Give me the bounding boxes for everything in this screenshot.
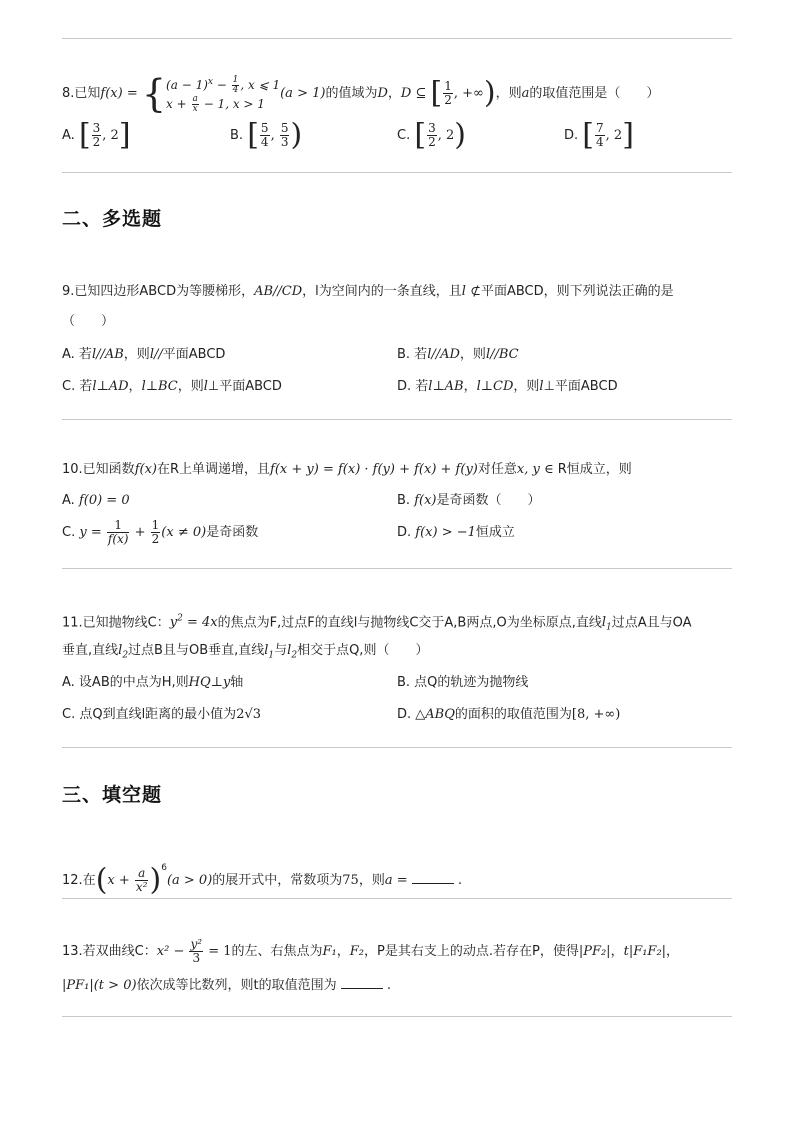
q13-stem-line1: 13.若双曲线C：x² − $\frac{\text{y²}}{3}$ = 1的左、右焦点为F₁，F₂，P是其右支上的动点.若存在P，使得|PF₂|，t|F₁F₂|， xyxy=(62,937,680,965)
q9-stem-line1: 9.已知四边形ABCD为等腰梯形，AB//CD，l为空间内的一条直线，且l ⊄平面ABCD，则下列说法正确的是 xyxy=(62,284,674,299)
q9-option-C[interactable]: C. 若l⊥AD，l⊥BC，则l⊥平面ABCD xyxy=(62,379,282,394)
q10-stem: 10.已知函数f(x)在R上单调递增，且f(x + y) = f(x) · f(y) + f(x) + f(y)对任意x, y ∈ R恒成立，则 xyxy=(62,462,632,477)
divider-q9 xyxy=(62,419,732,420)
q8-option-C[interactable]: C. [ $\frac{3}{2}$ , 2) xyxy=(397,117,466,153)
section-heading-fill-in: 三、填空题 xyxy=(62,784,163,806)
q12-stem: 12.在(x + $\frac{a}{\text{x²}}$ )$^6$(a > 0)的展开式中，常数项为75，则a = . xyxy=(62,862,463,898)
q8-mid: 的值域为 xyxy=(325,86,378,101)
q8-D: D xyxy=(377,86,388,101)
q8-comma: ， xyxy=(387,86,401,101)
q11-stem-line1: 11.已知抛物线C：$y^2 = 4x$的焦点为F,过点F的直线l与抛物线C交于A,B两点,O为坐标原点,直线$l_1$过点A且与OA xyxy=(62,614,692,633)
q8-interval-right: ) xyxy=(483,75,496,111)
top-rule xyxy=(62,38,732,39)
q8-stem xyxy=(62,72,659,116)
q8-case2: x + $\frac{a}{x}$ − 1, x > 1 xyxy=(166,93,265,114)
q10-option-C[interactable]: C. y = $\frac{1}{f(x)}$ + $\frac{1}{2}$ (x ≠ 0)是奇函数 xyxy=(62,518,259,546)
q8-cond: (a > 1) xyxy=(280,86,326,101)
q9-stem-line2: （ ） xyxy=(62,314,115,329)
q8-tail2: 的取值范围是（ ） xyxy=(529,86,660,101)
q10-option-A[interactable]: A. f(0) = 0 xyxy=(62,493,130,508)
q13-answer-blank[interactable] xyxy=(341,976,383,989)
q8-fx: f(x) = xyxy=(100,86,138,101)
q8-interval-tail: , +∞ xyxy=(453,86,484,101)
q9-option-B[interactable]: B. 若l//AD，则l//BC xyxy=(397,347,519,362)
q8-brace: { xyxy=(141,71,167,116)
q8-tail: ，则 xyxy=(495,86,522,101)
q8-cases xyxy=(166,74,280,114)
q8-D-subset: D ⊆ xyxy=(400,86,427,101)
q10-option-D[interactable]: D. f(x) > −1恒成立 xyxy=(397,525,515,540)
q10-option-B[interactable]: B. f(x)是奇函数（ ） xyxy=(397,493,541,508)
divider-q10 xyxy=(62,568,732,569)
divider-q12 xyxy=(62,898,732,899)
q13-stem-line2: |PF₁|(t > 0)依次成等比数列，则t的取值范围为 . xyxy=(62,978,392,993)
q8-interval-frac: $\frac{1}{2}$ xyxy=(444,79,452,107)
q11-option-A[interactable]: A. 设AB的中点为H,则HQ⊥y轴 xyxy=(62,675,244,690)
q11-option-B[interactable]: B. 点Q的轨迹为抛物线 xyxy=(397,675,529,690)
q8-option-D[interactable]: D. [ $\frac{7}{4}$ , 2] xyxy=(564,117,634,153)
q9-option-A[interactable]: A. 若l//AB，则l//平面ABCD xyxy=(62,347,226,362)
q9-option-D[interactable]: D. 若l⊥AB，l⊥CD，则l⊥平面ABCD xyxy=(397,379,618,394)
q8-prefix: 8.已知 xyxy=(62,86,101,101)
q12-answer-blank[interactable] xyxy=(412,871,454,884)
divider-q13 xyxy=(62,1016,732,1017)
q11-option-D[interactable]: D. △ABQ的面积的取值范围为[8, +∞) xyxy=(397,707,621,722)
q8-interval-left: [ xyxy=(430,75,443,111)
q11-option-C[interactable]: C. 点Q到直线l距离的最小值为2√3 xyxy=(62,707,262,722)
divider-q11 xyxy=(62,747,732,748)
q11-stem-line2: 垂直,直线$l_2$过点B且与OB垂直,直线$l_1$与$l_2$相交于点Q,则（ ） xyxy=(62,643,429,661)
q8-case1: $(a - 1)^x$ − $\frac{1}{4}$ , x ⩽ 1 xyxy=(166,74,281,95)
q8-var: a xyxy=(521,86,530,101)
q8-option-B[interactable]: B. [ $\frac{5}{4}$ , $\frac{5}{3}$ ) xyxy=(230,117,303,153)
divider-q8 xyxy=(62,172,732,173)
q8-option-A[interactable]: A. [ $\frac{3}{2}$ , 2] xyxy=(62,117,131,153)
section-heading-multi-choice: 二、多选题 xyxy=(62,208,163,230)
